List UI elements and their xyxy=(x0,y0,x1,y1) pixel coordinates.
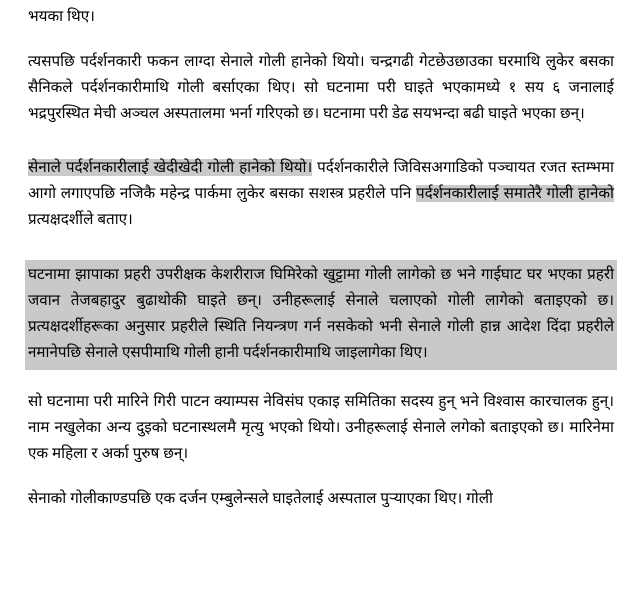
paragraph-gap xyxy=(28,141,614,155)
highlighted-text-segment: पर्दर्शनकारीलाई समातेरै गोली हानेको xyxy=(416,184,614,202)
paragraph-5: सेनाको गोलीकाण्डपछि एक दर्जन एम्बुलेन्सले घाइतेलाई अस्पताल पुऱ्याएका थिए। गोली xyxy=(28,489,493,507)
paragraph-1: त्यसपछि पर्दर्शनकारी फकन लाग्दा सेनाले गोली हानेको थियो। चन्द्रगढी गेटछेउछाउका घरमाथि लुकेर बसका सैनिकले पर्दर्शनकारीमाथि गोली बर्साएका थिए। सो घटनामा परी घाइते भएकामध्ये १ सय ६ जनालाई भद्रपुरस्थित मेची अञ्चल अस्पतालमा भर्ना गरिएको छ। घटनामा परी डेढ सयभन्दा बढी घाइते भएका छन्। xyxy=(28,53,614,123)
paragraph-2-mixed-highlight xyxy=(28,155,614,233)
paragraph-3-highlighted: घटनामा झापाका प्रहरी उपरीक्षक केशरीराज घिमिरेको खुट्टामा गोली लागेको छ भने गाईघाट घर भएका प्रहरी जवान तेजबहादुर बुढाथोकी घाइते छन्। उनीहरूलाई सेनाले चलाएको गोली लागेको बताइएको छ। प्रत्यक्षदर्शीहरूका अनुसार प्रहरीले स्थिति नियन्त्रण गर्न नसकेको भनी सेनाले गोली हान्न आदेश दिंदा प्रहरीले नमानेपछि सेनाले एसपीमाथि गोली हानी पर्दर्शनकारीमाथि जाइलागेका थिए। xyxy=(25,260,617,370)
paragraph-0: भयका थिए। xyxy=(28,8,95,25)
highlighted-text-segment: सेनाले पर्दर्शनकारीलाई खेदीखेदी गोली हानेको थियो। xyxy=(28,158,313,176)
paragraph-gap xyxy=(28,246,614,260)
plain-text-segment: प्रत्यक्षदर्शीले बताए। xyxy=(28,210,133,228)
paragraph-4: सो घटनामा परी मारिने गिरी पाटन क्याम्पस नेविसंघ एकाइ समितिका सदस्य हुन् भने विश्वास कारचालक हुन्। नाम नखुलेका अन्य दुइको घटनास्थलमै मृत्यु भएको थियो। उनीहरूलाई सेनाले लगेको बताइएको छ। मारिनेमा एक महिला र अर्का पुरुष छन्। xyxy=(28,392,614,462)
plain-text-segment: पर्दर्शनकारीले जिविसअगाडिको पञ्चायत रजत स्तम्भमा आगो लगाएपछि नजिकै महेन्द्र पार्कमा लुकेर बसका सशस्त्र प्रहरीले पनि xyxy=(28,158,614,202)
